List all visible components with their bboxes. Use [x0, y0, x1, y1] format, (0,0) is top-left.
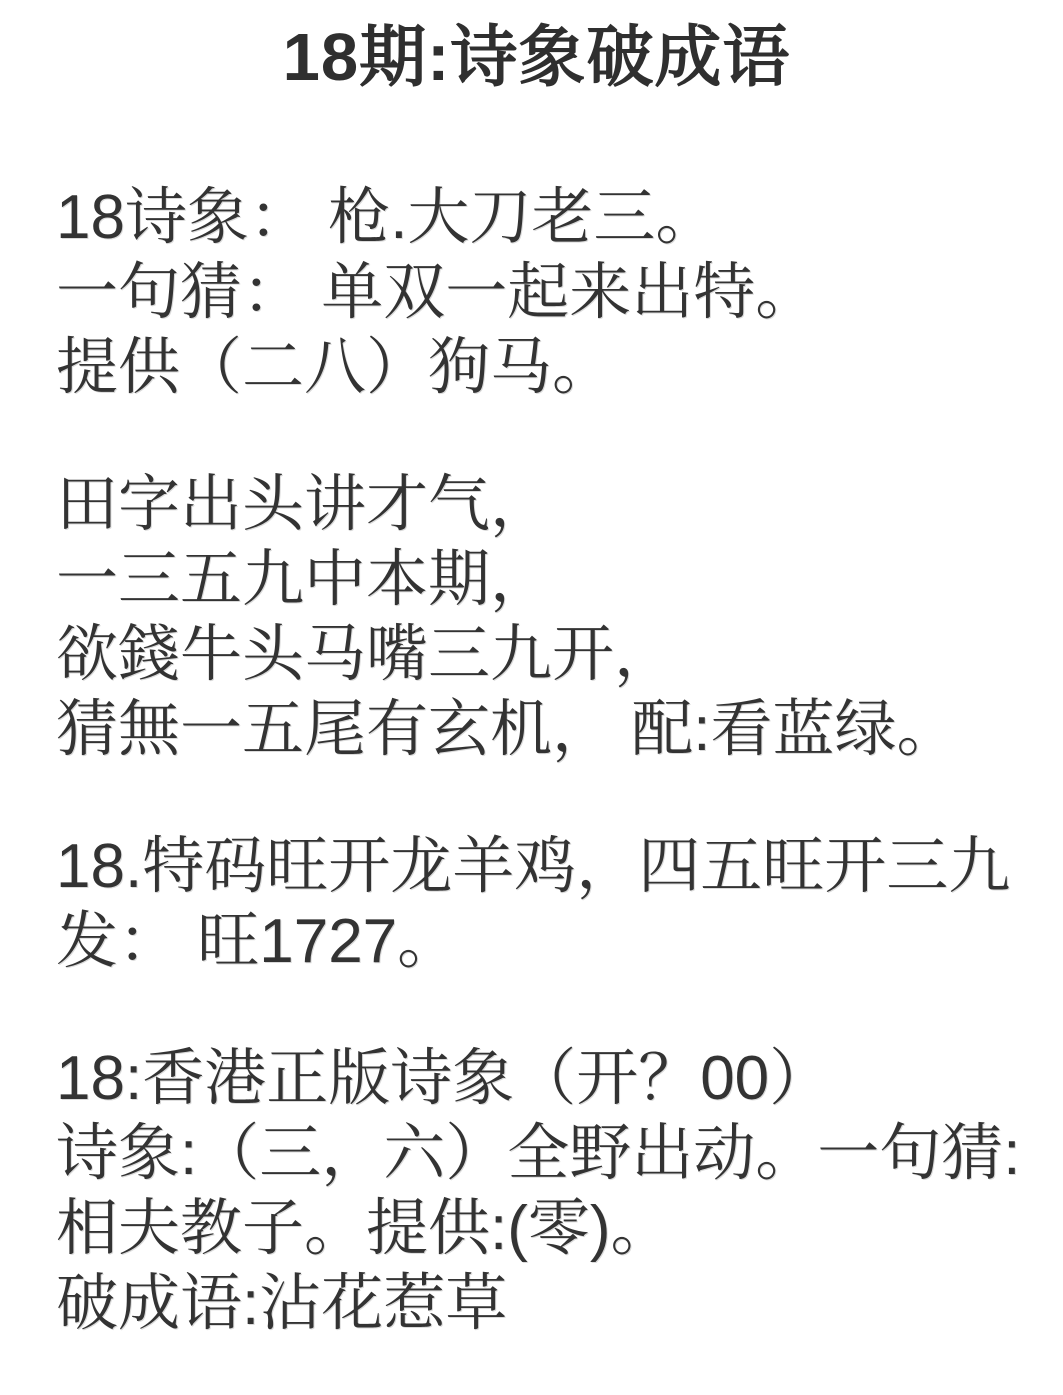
- page-title: 18期:诗象破成语: [282, 20, 791, 95]
- text-line: 一三五九中本期，: [56, 545, 553, 614]
- text-line: 欲錢牛头马嘴三九开，: [56, 620, 677, 689]
- paragraph-verse: [56, 467, 1033, 767]
- text-line: 一句猜： 单双一起来出特。: [56, 258, 818, 327]
- text-line: 提供（二八）狗马。: [56, 333, 615, 402]
- paragraph-poem-image-intro: [56, 180, 1033, 405]
- text-line: 诗象:（三，六）全野出动。一句猜:: [56, 1119, 1021, 1188]
- text-line: 破成语:沾花惹草: [56, 1269, 508, 1338]
- paragraph-hk-official-version: [56, 1041, 1033, 1341]
- text-line: 田字出头讲才气，: [56, 470, 553, 539]
- text-line: 18:香港正版诗象（开？00）: [56, 1044, 832, 1113]
- text-line: 猜無一五尾有玄机， 配:看蓝绿。: [56, 695, 959, 764]
- text-line: 发： 旺1727。: [56, 907, 460, 976]
- text-line: 相夫教子。提供:(零)。: [56, 1194, 673, 1263]
- text-line: 18.特码旺开龙羊鸡，四五旺开三九: [56, 832, 1011, 901]
- paragraph-special-code: [56, 829, 1033, 979]
- document-page: [0, 16, 1063, 1395]
- text-line: 18诗象： 枪.大刀老三。: [56, 183, 718, 252]
